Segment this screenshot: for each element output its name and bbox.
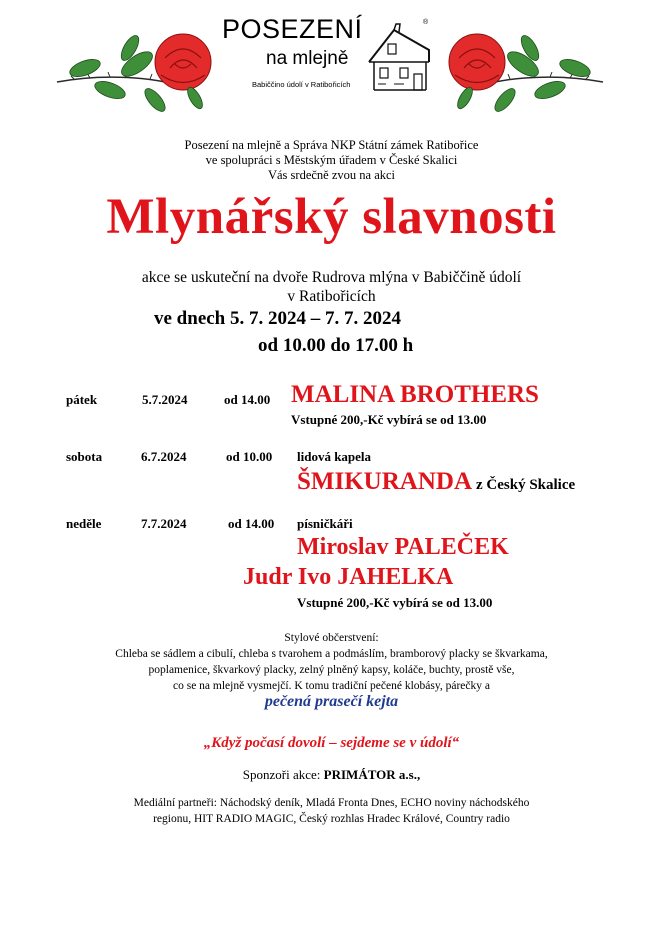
event-hours: od 10.00 do 17.00 h — [258, 335, 414, 356]
friday-date: 5.7.2024 — [142, 392, 188, 407]
saturday-origin: z Český Skalice — [476, 477, 576, 493]
intro-line: ve spolupráci s Městským úřadem v České Skalici — [205, 153, 458, 167]
weather-quote: „Když počasí dovolí – sejdeme se v údolí“ — [203, 735, 460, 751]
event-title: Mlynářský slavnosti — [106, 189, 557, 245]
logo-registered-mark: ® — [423, 19, 429, 26]
friday-entry: Vstupné 200,-Kč vybírá se od 13.00 — [291, 412, 487, 427]
intro-line: Posezení na mlejně a Správa NKP Státní zámek Ratibořice — [184, 138, 479, 152]
sponsor-line — [0, 767, 663, 783]
sponsor-name: PRIMÁTOR a.s., — [323, 767, 421, 782]
venue-line: akce se uskuteční na dvoře Rudrova mlýna v Babiččině údolí — [141, 269, 522, 286]
sunday-entry: Vstupné 200,-Kč vybírá se od 13.00 — [297, 595, 493, 610]
event-dates: ve dnech 5. 7. 2024 – 7. 7. 2024 — [154, 308, 401, 329]
logo-title: POSEZENÍ — [222, 14, 363, 44]
sunday-performer-1: Miroslav PALEČEK — [297, 534, 509, 560]
logo-subtitle: na mlejně — [266, 48, 349, 69]
refreshments-line: poplamenice, škvarkový placky, zelný plněný kapsy, koláče, buchty, prostě vše, — [148, 664, 515, 676]
friday-day: pátek — [66, 392, 98, 407]
intro-text — [0, 138, 663, 183]
saturday-performer: ŠMIKURANDA — [297, 468, 472, 495]
intro-line: Vás srdečně zvou na akci — [267, 168, 396, 182]
sunday-date: 7.7.2024 — [141, 516, 187, 531]
refreshments-line: Chleba se sádlem a cibulí, chleba s tvarohem a podmáslím, bramborový placky se škvarkama, — [115, 648, 548, 660]
rose-left-illustration — [55, 20, 220, 115]
media-partners — [0, 795, 663, 827]
refreshments-line: co se na mlejně vysmejčí. K tomu tradiční pečené klobásy, párečky a — [173, 680, 490, 692]
venue-line: v Ratibořicích — [287, 288, 376, 305]
sponsor-label: Sponzoři akce: — [242, 767, 321, 782]
friday-time: od 14.00 — [224, 392, 271, 407]
refreshments-section — [0, 630, 663, 694]
media-line: regionu, HIT RADIO MAGIC, Český rozhlas Hradec Králové, Country radio — [153, 813, 510, 825]
friday-performer: MALINA BROTHERS — [291, 381, 539, 408]
refreshments-heading: Stylové občerstvení: — [284, 632, 379, 644]
venue-text — [0, 268, 663, 306]
roast-pork-highlight: pečená prasečí kejta — [264, 693, 399, 710]
sunday-kind: písničkáři — [297, 516, 353, 531]
mill-house-icon — [364, 22, 434, 92]
media-line: Mediální partneři: Náchodský deník, Mladá Fronta Dnes, ECHO noviny náchodského — [133, 797, 530, 809]
rose-right-illustration — [440, 20, 605, 115]
saturday-time: od 10.00 — [226, 449, 273, 464]
sunday-performer-2: Judr Ivo JAHELKA — [243, 564, 454, 590]
saturday-date: 6.7.2024 — [141, 449, 187, 464]
sunday-time: od 14.00 — [228, 516, 275, 531]
sunday-day: neděle — [66, 516, 102, 531]
saturday-performer-line — [297, 468, 575, 496]
logo-location: Babiččino údolí v Ratibořicích — [252, 80, 351, 89]
saturday-kind: lidová kapela — [297, 449, 372, 464]
saturday-day: sobota — [66, 449, 103, 464]
